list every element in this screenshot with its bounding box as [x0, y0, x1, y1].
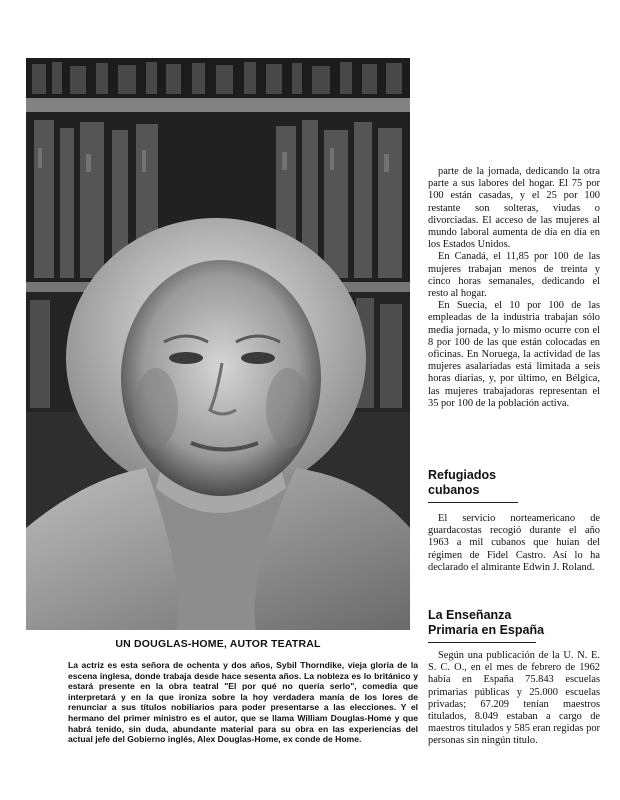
article-column-2 [428, 513, 600, 574]
heading-line: Refugiados [428, 468, 497, 482]
heading-line: cubanos [428, 483, 480, 497]
heading-underline [428, 642, 536, 643]
photo-description-text: La actriz es esta señora de ochenta y dos años, Sybil Thorndike, vieja gloria de la escena inglesa, donde trabaja desde hace sesenta años. La nobleza es lo británico y estará presente en la obra teatral "El por qué no quería serlo", comedia que interpretará y en la que ironiza sobre la hoy verdadera manía de los lores de renunciar a sus títulos nobiliarios para poder presentarse a las elecciones. Y el hermano del primer ministro es el autor, que se llama William Douglas-Home y que habrá tenido, sin duda, abundante material para su obra en las experiencias del actual jefe del Gobierno inglés, Alex Douglas-Home, ex conde de Home. [68, 660, 418, 745]
heading-underline [428, 502, 518, 503]
paragraph: En Canadá, el 11,85 por 100 de las mujeres trabajan menos de treinta y cinco horas semanales, dedicando el resto al hogar. [428, 251, 600, 300]
paragraph: En Suecia, el 10 por 100 de las empleadas de la industria trabajan sólo media jornada, y lo mismo ocurre con el 8 por 100 de las que están colocadas en oficinas. En Noruega, la actividad de las mujeres asalariadas está limitada a seis horas diarias, y, por último, en Bélgica, las mujeres trabajadoras representan el 35 por 100 de la población activa. [428, 300, 600, 409]
paragraph: El servicio norteamericano de guardacostas recogió durante el año 1963 a mil cubanos que huían del régimen de Fidel Castro. Así lo ha declarado el almirante Edwin J. Roland. [428, 513, 600, 573]
paragraph: parte de la jornada, dedicando la otra parte a sus labores del hogar. El 75 por 100 están casadas, y el 25 por 100 restante son solteras, viudas o divorciadas. El acceso de las mujeres al mundo laboral aumenta de día en día en los Estados Unidos. [428, 166, 600, 251]
article-column-1 [428, 166, 600, 410]
article-column-3 [428, 650, 600, 748]
portrait-photo-illustration [26, 58, 410, 630]
photo-caption: UN DOUGLAS-HOME, AUTOR TEATRAL [115, 638, 321, 650]
section-heading-ensenanza [428, 608, 600, 643]
section-heading-refugiados [428, 468, 600, 503]
heading-line: La Enseñanza [428, 608, 512, 622]
paragraph: Según una publicación de la U. N. E. S. C. O., en el mes de febrero de 1962 había en España 75.843 escuelas primarias públicas y 25.000 escuelas privadas; 67.209 tenían maestros titulados, 8.049 estaban a cargo de maestros titulados y 585 eran regidas por personas sin ningún título. [428, 650, 600, 747]
heading-line: Primaria en España [428, 623, 545, 637]
portrait-photo [26, 58, 410, 630]
